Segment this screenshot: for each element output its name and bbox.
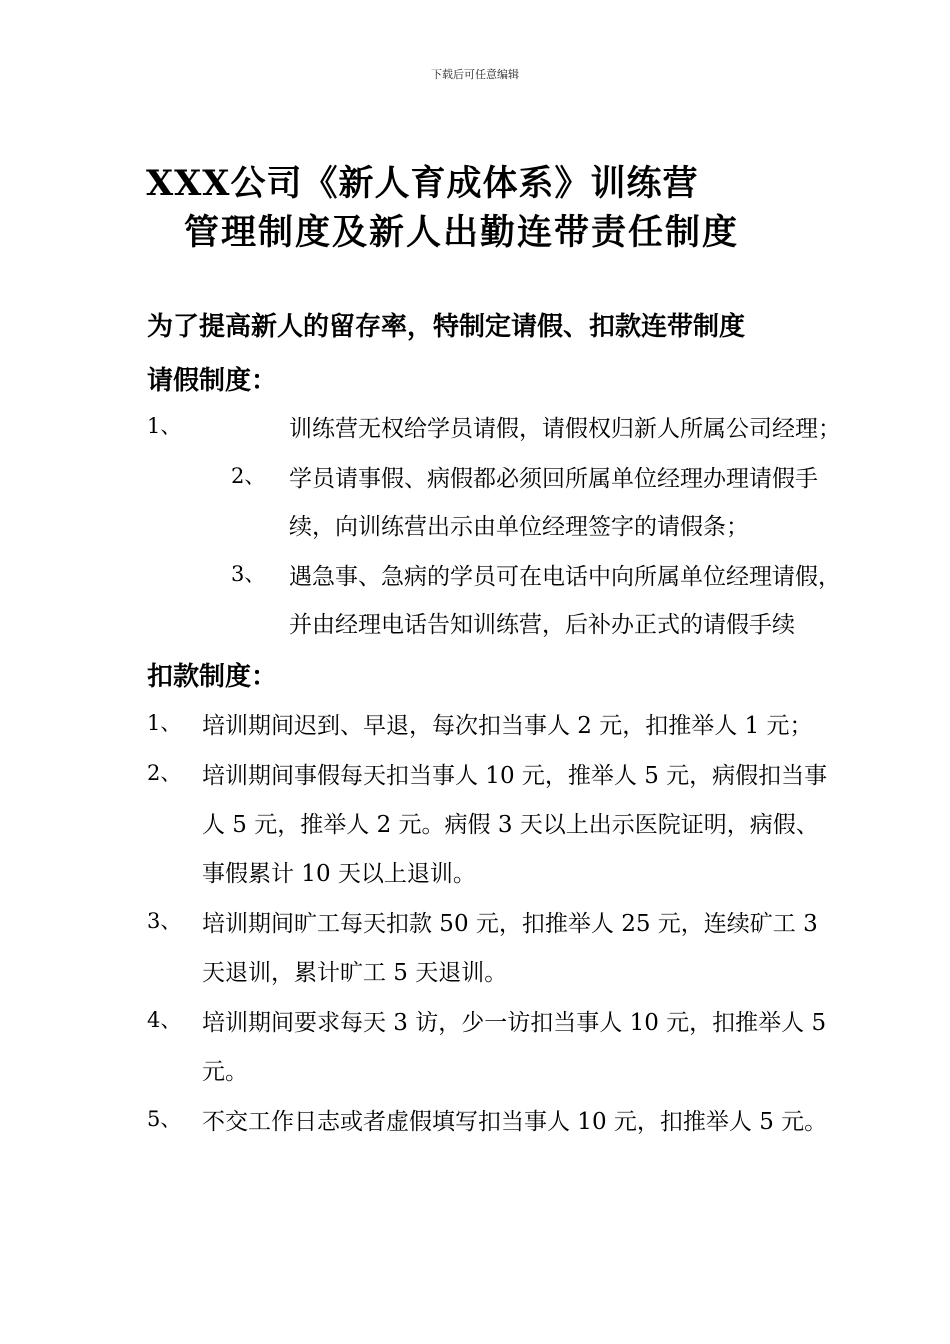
deduction-item-4-text-line-1: 培训期间要求每天 3 访，少一访扣当事人 10 元，扣推举人 5	[202, 1010, 827, 1036]
deduction-item-2-number: 2、	[147, 761, 182, 785]
leave-item-3-text-line-2: 并由经理电话告知训练营，后补办正式的请假手续	[289, 612, 795, 638]
leave-item-2-text-line-2: 续，向训练营出示由单位经理签字的请假条；	[289, 514, 749, 540]
deduction-item-4-number: 4、	[147, 1008, 182, 1032]
deduction-item-2-text-line-3: 事假累计 10 天以上退训。	[202, 861, 476, 887]
deduction-item-1-number: 1、	[147, 711, 182, 735]
leave-policy-heading: 请假制度：	[147, 366, 278, 396]
deduction-item-3-text-line-2: 天退训，累计旷工 5 天退训。	[202, 960, 508, 986]
leave-item-2-text-line-1: 学员请事假、病假都必须回所属单位经理办理请假手	[289, 466, 818, 492]
deduction-item-3-number: 3、	[147, 909, 182, 933]
deduction-item-3-text-line-1: 培训期间旷工每天扣款 50 元，扣推举人 25 元，连续矿工 3	[202, 911, 818, 937]
deduction-item-5-number: 5、	[147, 1107, 182, 1131]
deduction-item-1-text: 培训期间迟到、早退，每次扣当事人 2 元，扣推举人 1 元；	[202, 713, 813, 739]
leave-item-3-text-line-1: 遇急事、急病的学员可在电话中向所属单位经理请假，	[289, 564, 841, 590]
deduction-item-4-text-line-2: 元。	[202, 1059, 248, 1085]
leave-item-3-number: 3、	[231, 562, 266, 586]
leave-item-1-number: 1、	[147, 414, 182, 438]
deduction-item-2-text-line-2: 人 5 元，推举人 2 元。病假 3 天以上出示医院证明，病假、	[202, 812, 819, 838]
deduction-item-2-text-line-1: 培训期间事假每天扣当事人 10 元，推举人 5 元，病假扣当事	[202, 763, 828, 789]
leave-item-2-number: 2、	[231, 464, 266, 488]
leave-item-1-text: 训练营无权给学员请假，请假权归新人所属公司经理；	[289, 416, 841, 442]
header-note: 下载后可任意编辑	[431, 68, 519, 81]
intro-statement: 为了提高新人的留存率，特制定请假、扣款连带制度	[147, 312, 746, 342]
document-title-line-1: XXX公司《新人育成体系》训练营	[146, 163, 699, 204]
document-title-line-2: 管理制度及新人出勤连带责任制度	[184, 212, 740, 253]
deduction-policy-heading: 扣款制度：	[147, 662, 278, 692]
deduction-item-5-text: 不交工作日志或者虚假填写扣当事人 10 元，扣推举人 5 元。	[202, 1109, 828, 1135]
